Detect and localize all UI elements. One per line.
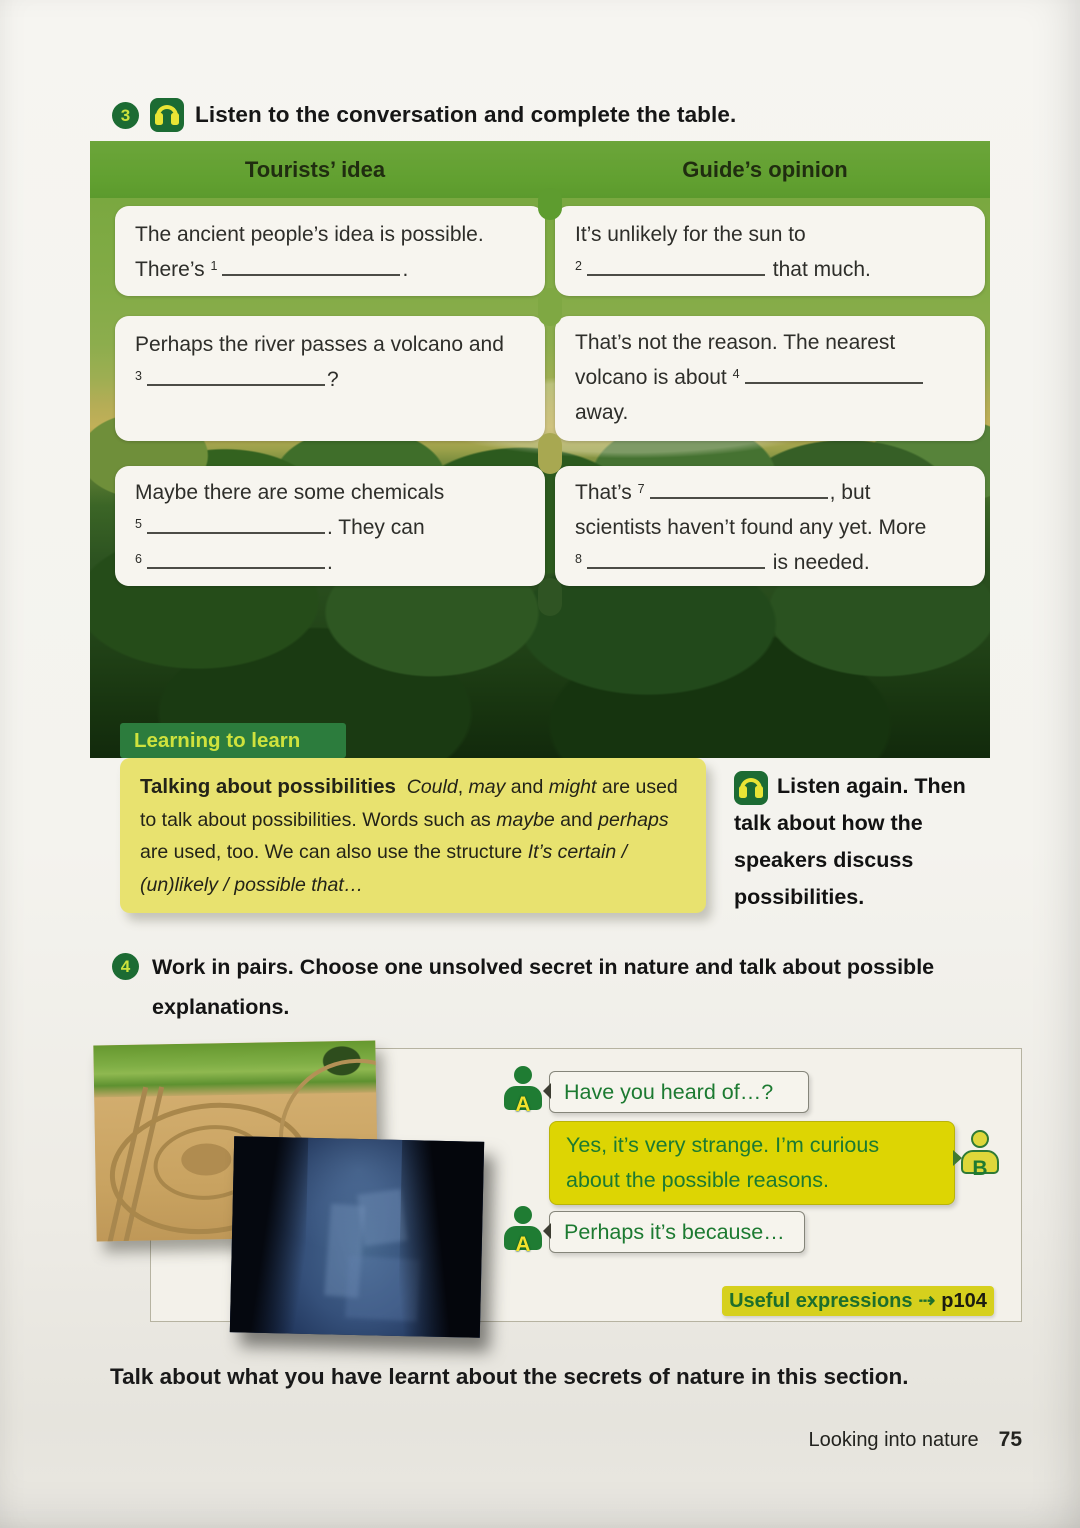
exercise-3-heading [112,98,736,132]
fill-in-blank [650,483,828,499]
headphones-icon [150,98,184,132]
speech-bubble-b: Yes, it’s very strange. I’m curious about the possible reasons. [549,1121,955,1205]
speech-bubble-a2: Perhaps it’s because… [549,1211,805,1253]
person-a-icon: A [500,1206,546,1254]
table-cell-guide-3: That’s $^7$ , but scientists haven’t found any yet. More $^8$ is needed. [555,466,985,586]
fill-in-blank [147,553,325,569]
divider-tab [538,578,562,616]
table-cell-tourist-3: Maybe there are some chemicals $^5$ . They can $^6$ . [115,466,545,586]
table-cell-tourist-2: Perhaps the river passes a volcano and $^3$ ? [115,316,545,441]
exercise-4-heading [112,947,1032,1027]
fill-in-blank [587,260,765,276]
page-number: 75 [998,1428,1022,1451]
table-cell-tourist-1: The ancient people’s idea is possible. There’s $^1$ . [115,206,545,296]
divider-tab [538,433,562,474]
listen-again-task [734,768,992,916]
page-reference: p104 [941,1290,987,1312]
exercise-4-instruction: Work in pairs. Choose one unsolved secret in nature and talk about possible explanations. [152,955,935,1019]
useful-expressions-label: Useful expressions [729,1290,913,1312]
exercise-3-instruction: Listen to the conversation and complete the table. [195,102,737,127]
table-cell-guide-1: It’s unlikely for the sun to $^2$ that much. [555,206,985,296]
divider-tab [538,288,562,326]
summary-task: Talk about what you have learnt about the secrets of nature in this section. [110,1364,909,1389]
learning-box-title: Talking about possibilities [140,775,396,798]
learning-to-learn-tab: Learning to learn [120,723,346,758]
person-a-icon: A [500,1066,546,1114]
table-cell-guide-2: That’s not the reason. The nearest volcano is about $^4$ away. [555,316,985,441]
exercise-number-badge: 4 [112,953,139,980]
fill-in-blank [745,368,923,384]
exercise-number-badge: 3 [112,102,139,129]
column-header-tourists-idea: Tourists’ idea [244,156,386,182]
underwater-ruins-photo [230,1136,484,1338]
learning-to-learn-box [120,758,706,913]
person-b-icon: B [957,1130,1003,1178]
listen-again-text: Listen again. Then talk about how the speakers discuss possibilities. [734,774,966,909]
fill-in-blank [147,370,325,386]
useful-expressions-link [722,1286,994,1316]
dashed-arrow-icon: ⇢ [918,1290,936,1312]
column-header-guides-opinion: Guide’s opinion [682,156,848,182]
page-footer [809,1428,1023,1452]
fill-in-blank [587,553,765,569]
table-header-bar [90,141,990,198]
fill-in-blank [147,518,325,534]
speech-bubble-a1: Have you heard of…? [549,1071,809,1113]
listening-table [90,141,990,758]
divider-tab [538,188,562,220]
headphones-icon [734,771,768,805]
learning-box-body: Could, may and might are used to talk about possibilities. Words such as maybe and perhaps are used, too. We can also use the structure It’s certain / (un)likely / possible that… [140,776,678,896]
fill-in-blank [222,260,400,276]
section-title: Looking into nature [808,1429,979,1451]
